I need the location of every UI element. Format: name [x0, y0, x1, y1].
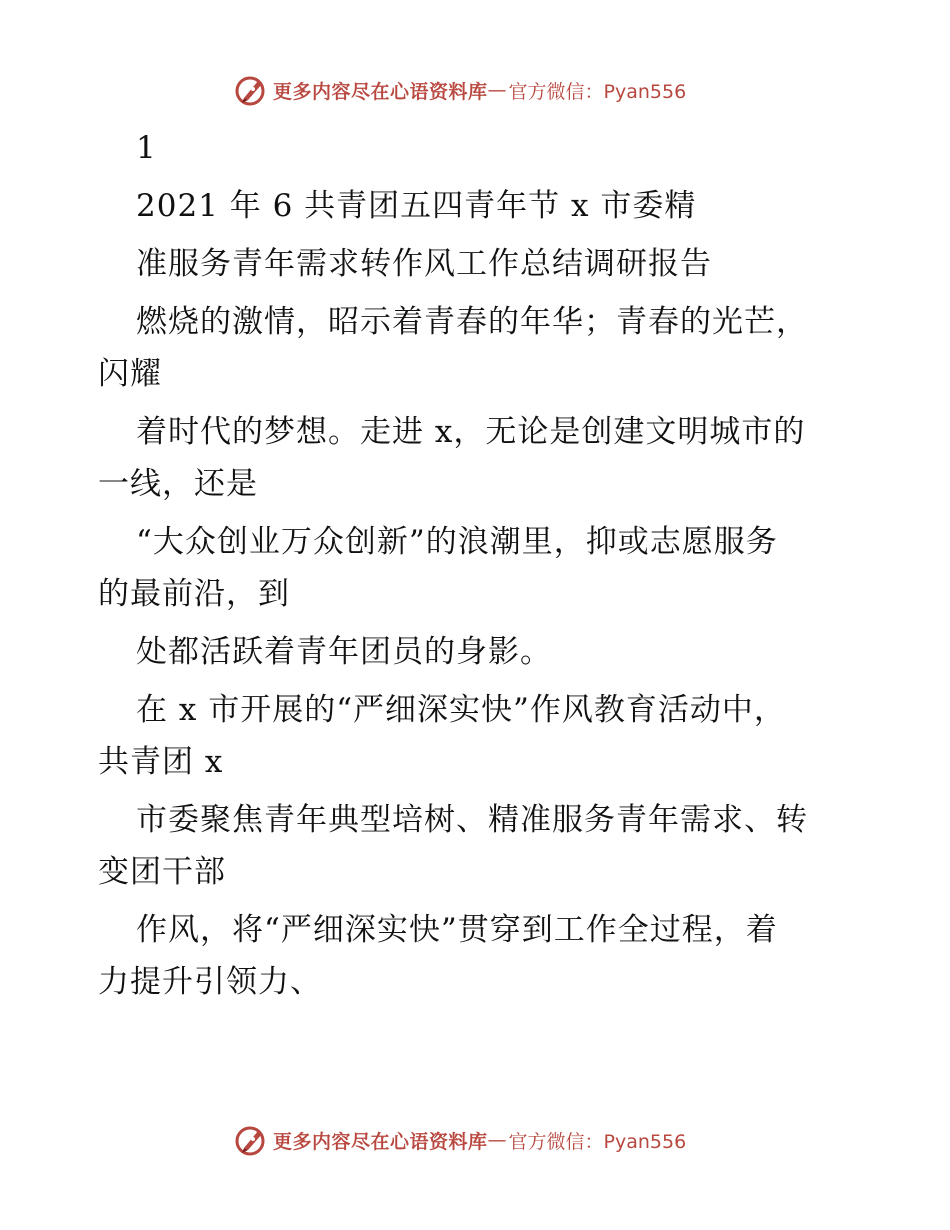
paragraph-line: “大众创业万众创新”的浪潮里，抑或志愿服务	[136, 524, 778, 560]
paragraph-line: 一线，还是	[98, 466, 258, 502]
watermark-wechat: 官方微信：Pyan556	[508, 80, 687, 103]
paragraph-line: 变团干部	[98, 854, 226, 890]
paragraph-line: 着时代的梦想。走进 x，无论是创建文明城市的	[136, 414, 806, 450]
page-number: 1	[136, 130, 157, 166]
document-body	[98, 122, 858, 1008]
watermark-text: 更多内容尽在心语资料库	[273, 1130, 488, 1153]
paragraph-line: 力提升引领力、	[98, 964, 322, 1000]
header-watermark	[233, 72, 686, 108]
paragraph-line: 作风，将“严细深实快”贯穿到工作全过程，着	[136, 912, 778, 948]
watermark-separator: —	[487, 1129, 507, 1151]
paragraph-line: 处都活跃着青年团员的身影。	[136, 634, 552, 670]
pen-logo-icon	[233, 1122, 269, 1158]
footer-watermark	[233, 1122, 686, 1158]
document-title-line-2: 准服务青年需求转作风工作总结调研报告	[136, 246, 712, 282]
watermark-wechat: 官方微信：Pyan556	[508, 1130, 687, 1153]
paragraph-line: 闪耀	[98, 356, 162, 392]
paragraph-line: 在 x 市开展的“严细深实快”作风教育活动中，	[136, 692, 786, 728]
paragraph-line: 共青团 x	[98, 744, 224, 780]
document-title-line-1: 2021 年 6 共青团五四青年节 x 市委精	[136, 188, 697, 224]
paragraph-line: 市委聚焦青年典型培树、精准服务青年需求、转	[136, 802, 808, 838]
watermark-text: 更多内容尽在心语资料库	[273, 80, 488, 103]
paragraph-line: 的最前沿，到	[98, 576, 290, 612]
pen-logo-icon	[233, 72, 269, 108]
watermark-separator: —	[487, 79, 507, 101]
paragraph-line: 燃烧的激情，昭示着青春的年华；青春的光芒，	[136, 304, 808, 340]
